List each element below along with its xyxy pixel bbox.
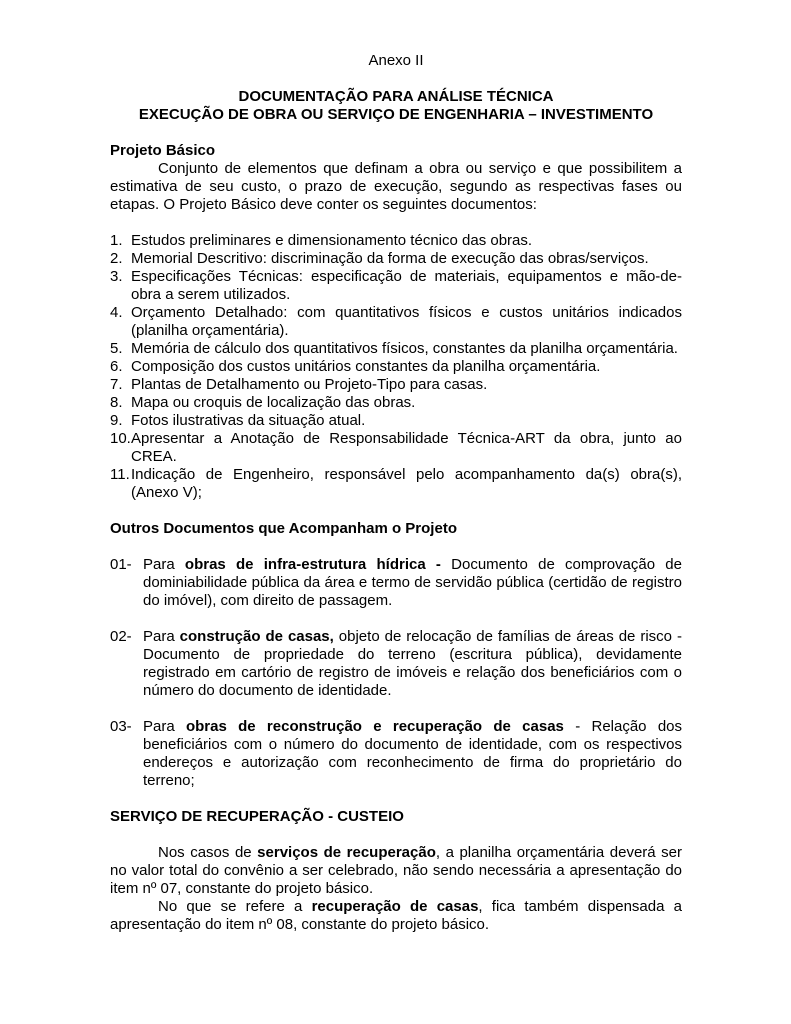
outros-item-post: objeto de relocação de famílias de áreas de risco - Documento de propriedade do terreno (escritura pública), devidamente registrado em cartório de registro de imóveis e relação dos beneficiários com o número do documento de identidade. (143, 628, 682, 699)
outros-item (110, 718, 682, 790)
list-item-number: 10. (110, 430, 131, 447)
list-item (110, 376, 682, 394)
list-item-number: 2. (110, 250, 123, 267)
outros-item (110, 556, 682, 610)
outros-item-post: Documento de comprovação de dominiabilidade pública da área e termo de servidão pública (certidão de registro do imóvel), com direito de passagem. (143, 556, 682, 609)
list-item-text: Indicação de Engenheiro, responsável pelo acompanhamento da(s) obra(s), (Anexo V); (131, 466, 682, 501)
spacer (110, 826, 682, 844)
list-item-text: Especificações Técnicas: especificação de materiais, equipamentos e mão-de-obra a serem utilizados. (131, 268, 682, 303)
list-item (110, 358, 682, 376)
outros-item-number: 03- (110, 718, 132, 735)
list-item-text: Composição dos custos unitários constantes da planilha orçamentária. (131, 358, 601, 375)
outros-item-pre: Para (143, 718, 186, 735)
outros-item-text (143, 556, 682, 610)
document-title-line2: EXECUÇÃO DE OBRA OU SERVIÇO DE ENGENHARIA – INVESTIMENTO (138, 106, 654, 123)
custeio-p2-bold: recuperação de casas (311, 898, 479, 915)
custeio-heading: SERVIÇO DE RECUPERAÇÃO - CUSTEIO (110, 808, 404, 825)
projeto-basico-list (110, 232, 682, 502)
custeio-paragraph-1 (110, 844, 682, 898)
list-item-number: 8. (110, 394, 123, 411)
custeio-p1-bold: serviços de recuperação (257, 844, 436, 861)
projeto-basico-heading: Projeto Básico (110, 142, 216, 159)
custeio-p1-post: , a planilha orçamentária deverá ser no valor total do convênio a ser celebrado, não sendo necessária a apresentação do item nº 07, constante do projeto básico. (110, 844, 683, 897)
list-item (110, 430, 682, 466)
list-item-text: Mapa ou croquis de localização das obras. (131, 394, 416, 411)
list-item-number: 1. (110, 232, 123, 249)
outros-item-post: - Relação dos beneficiários com o número do documento de identidade, com os respectivos endereços e autorização com reconhecimento de firma do proprietário do terreno; (143, 718, 682, 789)
list-item-number: 3. (110, 268, 123, 285)
outros-item-bold: obras de reconstrução e recuperação de casas (185, 718, 564, 735)
custeio-p2-pre: No que se refere a (158, 898, 312, 915)
document-page (110, 52, 682, 934)
outros-documentos-heading: Outros Documentos que Acompanham o Projeto (110, 520, 457, 537)
outros-item-text (143, 718, 682, 790)
outros-item-number: 01- (110, 556, 132, 573)
outros-item-number: 02- (110, 628, 132, 645)
list-item-text: Memória de cálculo dos quantitativos físicos, constantes da planilha orçamentária. (131, 340, 678, 357)
list-item (110, 250, 682, 268)
custeio-p2-post: , fica também dispensada a apresentação do item nº 08, constante do projeto básico. (110, 898, 682, 933)
list-item (110, 304, 682, 340)
list-item-text: Estudos preliminares e dimensionamento técnico das obras. (131, 232, 533, 249)
outros-item-bold: construção de casas, (179, 628, 334, 645)
list-item (110, 412, 682, 430)
list-item (110, 232, 682, 250)
list-item-number: 4. (110, 304, 123, 321)
list-item (110, 466, 682, 502)
custeio-p1-pre: Nos casos de (158, 844, 258, 861)
list-item (110, 268, 682, 304)
list-item-text: Fotos ilustrativas da situação atual. (131, 412, 366, 429)
list-item-text: Plantas de Detalhamento ou Projeto-Tipo para casas. (131, 376, 488, 393)
list-item-number: 7. (110, 376, 123, 393)
outros-item-bold: obras de infra-estrutura hídrica - (184, 556, 441, 573)
list-item-number: 11. (110, 466, 130, 483)
list-item-text: Apresentar a Anotação de Responsabilidade Técnica-ART da obra, junto ao CREA. (131, 430, 682, 465)
list-item-number: 5. (110, 340, 123, 357)
projeto-basico-intro: Conjunto de elementos que definam a obra ou serviço e que possibilitem a estimativa de seu custo, o prazo de execução, segundo as respectivas fases ou etapas. O Projeto Básico deve conter os seguintes documentos: (110, 160, 682, 213)
list-item (110, 340, 682, 358)
outros-item-text (143, 628, 682, 700)
outros-item-pre: Para (143, 556, 185, 573)
list-item (110, 394, 682, 412)
outros-item-pre: Para (143, 628, 180, 645)
outros-item (110, 628, 682, 700)
list-item-text: Orçamento Detalhado: com quantitativos físicos e custos unitários indicados (planilha orçamentária). (131, 304, 682, 339)
list-item-number: 6. (110, 358, 123, 375)
document-title-line1: DOCUMENTAÇÃO PARA ANÁLISE TÉCNICA (238, 88, 554, 105)
list-item-text: Memorial Descritivo: discriminação da forma de execução das obras/serviços. (131, 250, 649, 267)
custeio-paragraph-2 (110, 898, 682, 934)
annex-label: Anexo II (368, 52, 424, 69)
list-item-number: 9. (110, 412, 123, 429)
